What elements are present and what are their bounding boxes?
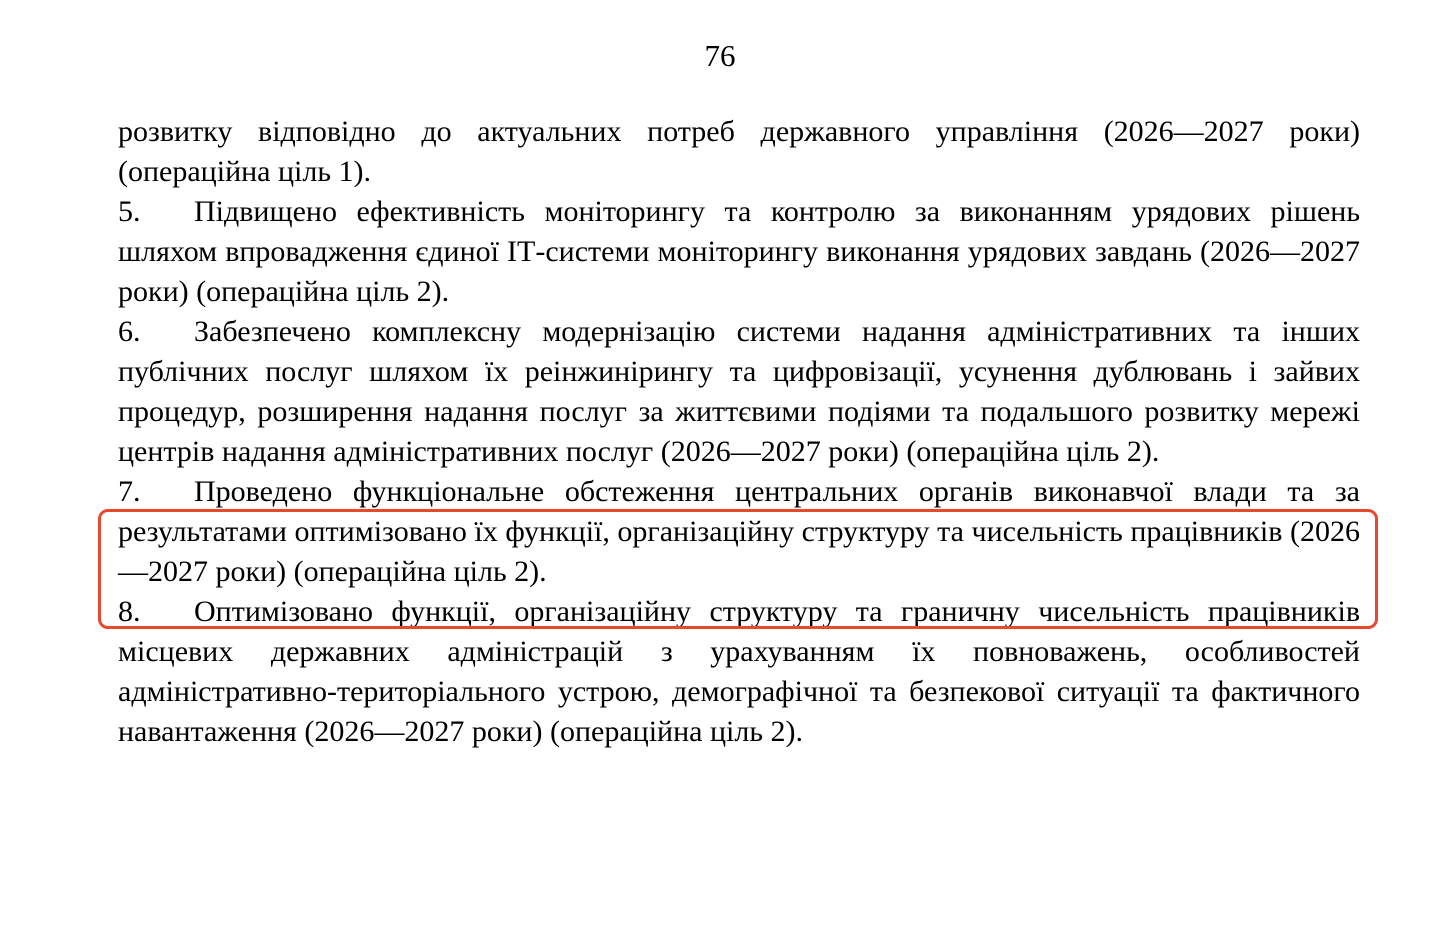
paragraph-text: розвитку відповідно до актуальних потреб державного управління (2026—2027 роки) (операційна ціль 1).	[118, 115, 1360, 188]
paragraph-number: 7.	[118, 475, 141, 508]
document-body	[118, 112, 1360, 752]
paragraph-text: Проведено функціональне обстеження центральних органів виконавчої влади та за результатами оптимізовано їх функції, організаційну структуру та чисельність працівників (2026—2027 роки) (операційна ціль 2).	[118, 475, 1360, 588]
paragraph-text: Підвищено ефективність моніторингу та контролю за виконанням урядових рішень шляхом впровадження єдиної ІТ-системи моніторингу виконання урядових завдань (2026—2027 роки) (операційна ціль 2).	[118, 195, 1360, 308]
paragraph-number: 6.	[118, 315, 141, 348]
paragraph-continuation	[118, 112, 1360, 192]
page-number: 76	[704, 38, 736, 73]
paragraph-6	[118, 312, 1360, 472]
paragraph-number: 8.	[118, 595, 141, 628]
paragraph-8	[118, 592, 1360, 752]
paragraph-5	[118, 192, 1360, 312]
paragraph-number: 5.	[118, 195, 141, 228]
paragraph-text: Оптимізовано функції, організаційну структуру та граничну чисельність працівників місцевих державних адміністрацій з урахуванням їх повноважень, особливостей адміністративно-територіального устрою, демографічної та безпекової ситуації та фактичного навантаження (2026—2027 роки) (операційна ціль 2).	[118, 595, 1360, 748]
paragraph-7	[118, 472, 1360, 592]
paragraph-text: Забезпечено комплексну модернізацію системи надання адміністративних та інших публічних послуг шляхом їх реінжинірингу та цифровізації, усунення дублювань і зайвих процедур, розширення надання послуг за життєвими подіями та подальшого розвитку мережі центрів надання адміністративних послуг (2026—2027 роки) (операційна ціль 2).	[118, 315, 1360, 468]
